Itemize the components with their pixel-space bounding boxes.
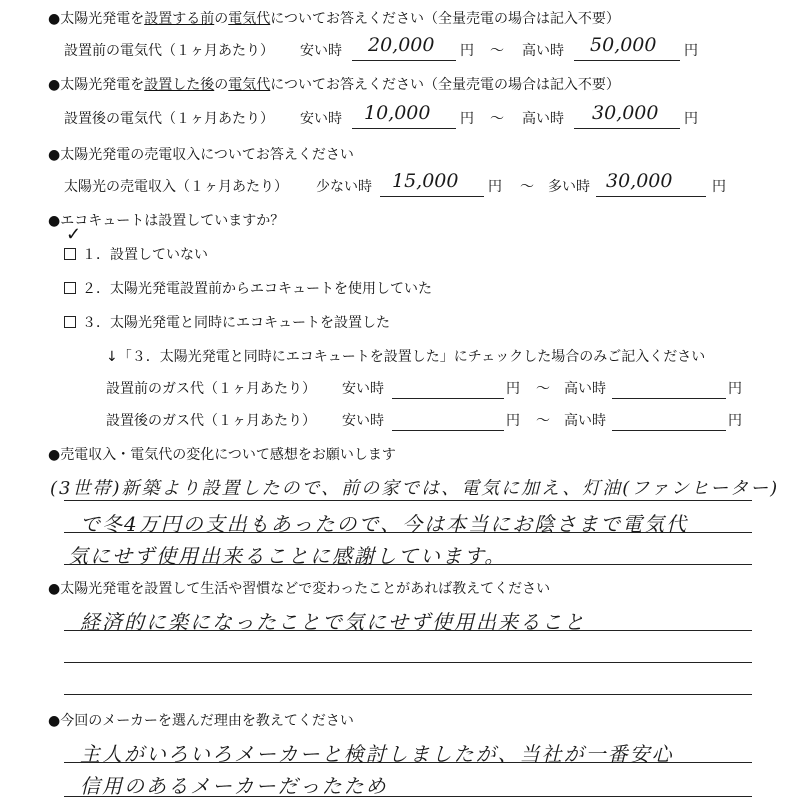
q2-title: ●太陽光発電を設置した後の電気代についてお答えください（全量売電の場合は記入不要） [48,77,620,93]
q1-low-label: 安い時 [300,43,342,59]
q2-label: 設置後の電気代（１ヶ月あたり） [64,111,274,127]
q5-rule-3 [64,564,752,565]
q2-high-label: 高い時 [522,111,564,127]
checkbox-1[interactable] [64,248,76,260]
q5-answer-line-1: (3世帯)新築より設置したので、前の家では、電気に加え、灯油(ファンヒーター) [50,478,780,499]
q4-option-1-label: １．設置していない [82,247,208,263]
q3-low-yen: 円 [488,179,502,195]
q1-high-yen: 円 [684,43,698,59]
q3-low-value: 15,000 [392,170,459,192]
q4-option-3-label: ３．太陽光発電と同時にエコキュートを設置した [82,315,390,331]
q2-tilde: ～ [490,111,504,127]
q4-title: ●エコキュートは設置していますか？ [48,213,285,229]
gas-before-low-label: 安い時 [342,381,384,397]
q1-low-yen: 円 [460,43,474,59]
gas-before-high-yen: 円 [728,381,742,397]
q1-tilde: ～ [490,43,504,59]
q6-answer-line-1: 経済的に楽になったことで気にせず使用出来ること [80,610,586,634]
gas-before-label: 設置前のガス代（１ヶ月あたり） [106,381,316,397]
q6-rule-1 [64,630,752,631]
gas-before-high-field[interactable] [612,376,726,399]
q4-option-1[interactable] [64,244,208,264]
q3-label: 太陽光の売電収入（１ヶ月あたり） [64,179,288,195]
q3-tilde: ～ [520,179,534,195]
q6-title: ●太陽光発電を設置して生活や習慣などで変わったことがあれば教えてください [48,581,551,597]
q4-option-3[interactable] [64,312,390,332]
q5-answer-line-2: で冬4万円の支出もあったので、今は本当にお陰さまで電気代 [80,512,689,536]
q2-low-value: 10,000 [364,102,431,124]
q2-high-yen: 円 [684,111,698,127]
checkbox-2[interactable] [64,282,76,294]
q5-title: ●売電収入・電気代の変化について感想をお願いします [48,447,396,463]
q3-high-label: 多い時 [548,179,590,195]
q1-high-label: 高い時 [522,43,564,59]
checkbox-3[interactable] [64,316,76,328]
q7-title: ●今回のメーカーを選んだ理由を教えてください [48,713,354,729]
gas-before-low-yen: 円 [506,381,520,397]
q5-rule-1 [64,500,752,501]
gas-after-label: 設置後のガス代（１ヶ月あたり） [106,413,316,429]
q2-high-value: 30,000 [592,102,659,124]
q3-high-yen: 円 [712,179,726,195]
q4-option-2-label: ２．太陽光発電設置前からエコキュートを使用していた [82,281,432,297]
q7-answer-line-1: 主人がいろいろメーカーと検討しましたが、当社が一番安心 [80,742,674,766]
q3-low-label: 少ない時 [316,179,372,195]
q7-rule-2 [64,796,752,797]
q7-answer-line-2: 信用のあるメーカーだったため [80,774,388,798]
check-mark-icon: ✓ [66,224,82,245]
q7-rule-1 [64,762,752,763]
gas-after-tilde: ～ [536,413,550,429]
gas-after-high-field[interactable] [612,408,726,431]
gas-before-low-field[interactable] [392,376,504,399]
gas-before-tilde: ～ [536,381,550,397]
gas-after-low-field[interactable] [392,408,504,431]
q3-title: ●太陽光発電の売電収入についてお答えください [48,147,354,163]
q4-note: ↓「３．太陽光発電と同時にエコキュートを設置した」にチェックした場合のみご記入ください [106,349,706,365]
q6-rule-3 [64,694,752,695]
q2-low-yen: 円 [460,111,474,127]
q1-low-value: 20,000 [368,34,435,56]
gas-after-low-yen: 円 [506,413,520,429]
gas-after-high-yen: 円 [728,413,742,429]
q6-rule-2 [64,662,752,663]
gas-after-high-label: 高い時 [564,413,606,429]
q5-answer-line-3: 気にせず使用出来ることに感謝しています。 [68,544,507,568]
gas-before-high-label: 高い時 [564,381,606,397]
q1-label: 設置前の電気代（１ヶ月あたり） [64,43,274,59]
q1-title: ●太陽光発電を設置する前の電気代についてお答えください（全量売電の場合は記入不要） [48,11,620,27]
q5-rule-2 [64,532,752,533]
q1-high-value: 50,000 [590,34,657,56]
q4-option-2[interactable] [64,278,432,298]
q2-low-label: 安い時 [300,111,342,127]
q3-high-value: 30,000 [606,170,673,192]
gas-after-low-label: 安い時 [342,413,384,429]
